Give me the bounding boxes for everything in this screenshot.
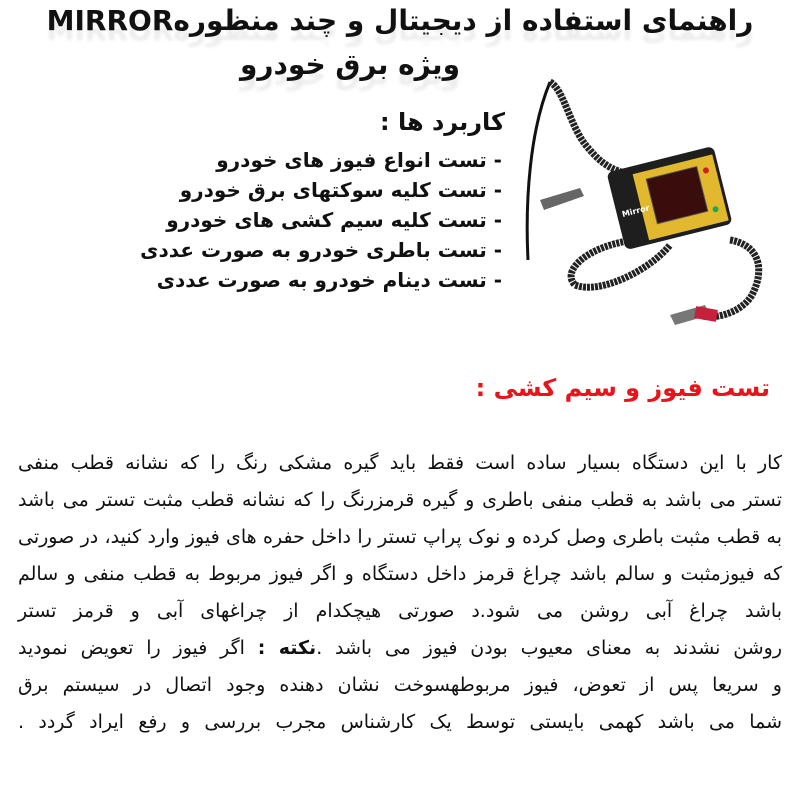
paragraph-line: و سریعا پس از تعوض، فیوز مربوطهسوخت نشان دهنده وجود اتصال در سیستم برق [18,674,782,696]
page-title: راهنمای استفاده از دیجیتال و چند منظورهMIRROR [46,4,754,37]
note-label: نکته : [257,637,317,659]
device-brand: Mirror [621,203,651,219]
note-text: اگر فیوز را تعویض نمودید [18,637,258,659]
list-item: - تست انواع فیوز های خودرو [216,148,502,172]
paragraph-text: روشن نشدند به معنای معیوب بودن فیوز می باشد . [316,637,782,659]
uses-heading: کاربرد ها : [379,108,505,136]
list-item: - تست دینام خودرو به صورت عددی [156,268,502,292]
paragraph-line: کار با این دستگاه بسیار ساده است فقط باید گیره مشکی رنگ را که نشانه قطب منفی [18,452,782,474]
paragraph-line: شما می باشد کهمی بایستی توسط یک کارشناس مجرب بررسی و رفع ایراد گردد . [18,711,782,733]
paragraph-line: که فیوزمثبت و سالم باشد چراغ قرمز داخل دستگاه و اگر فیوز مربوط به قطب منفی و سالم [18,563,782,585]
paragraph-line: تستر می باشد به قطب منفی باطری و گیره قرمزرنگ را که نشانه قطب مثبت تستر می باشد [18,489,782,511]
paragraph-line: باشد چراغ آبی روشن می شود.د صورتی هیچکدام از چراغهای آبی و قرمز تستر [18,600,782,622]
paragraph-line [18,637,782,659]
list-item: - تست کلیه سوکتهای برق خودرو [179,178,502,202]
section-heading: تست فیوز و سیم کشی : [475,374,770,402]
list-item: - تست کلیه سیم کشی های خودرو [166,208,502,232]
paragraph-line: به قطب مثبت باطری وصل کرده و نوک پراپ تستر را داخل حفره های فیوز وارد کنید، در صورتی [18,526,782,548]
page-subtitle: ویژه برق خودرو [240,48,460,81]
tester-device-image [520,70,795,335]
list-item: - تست باطری خودرو به صورت عددی [140,238,502,262]
